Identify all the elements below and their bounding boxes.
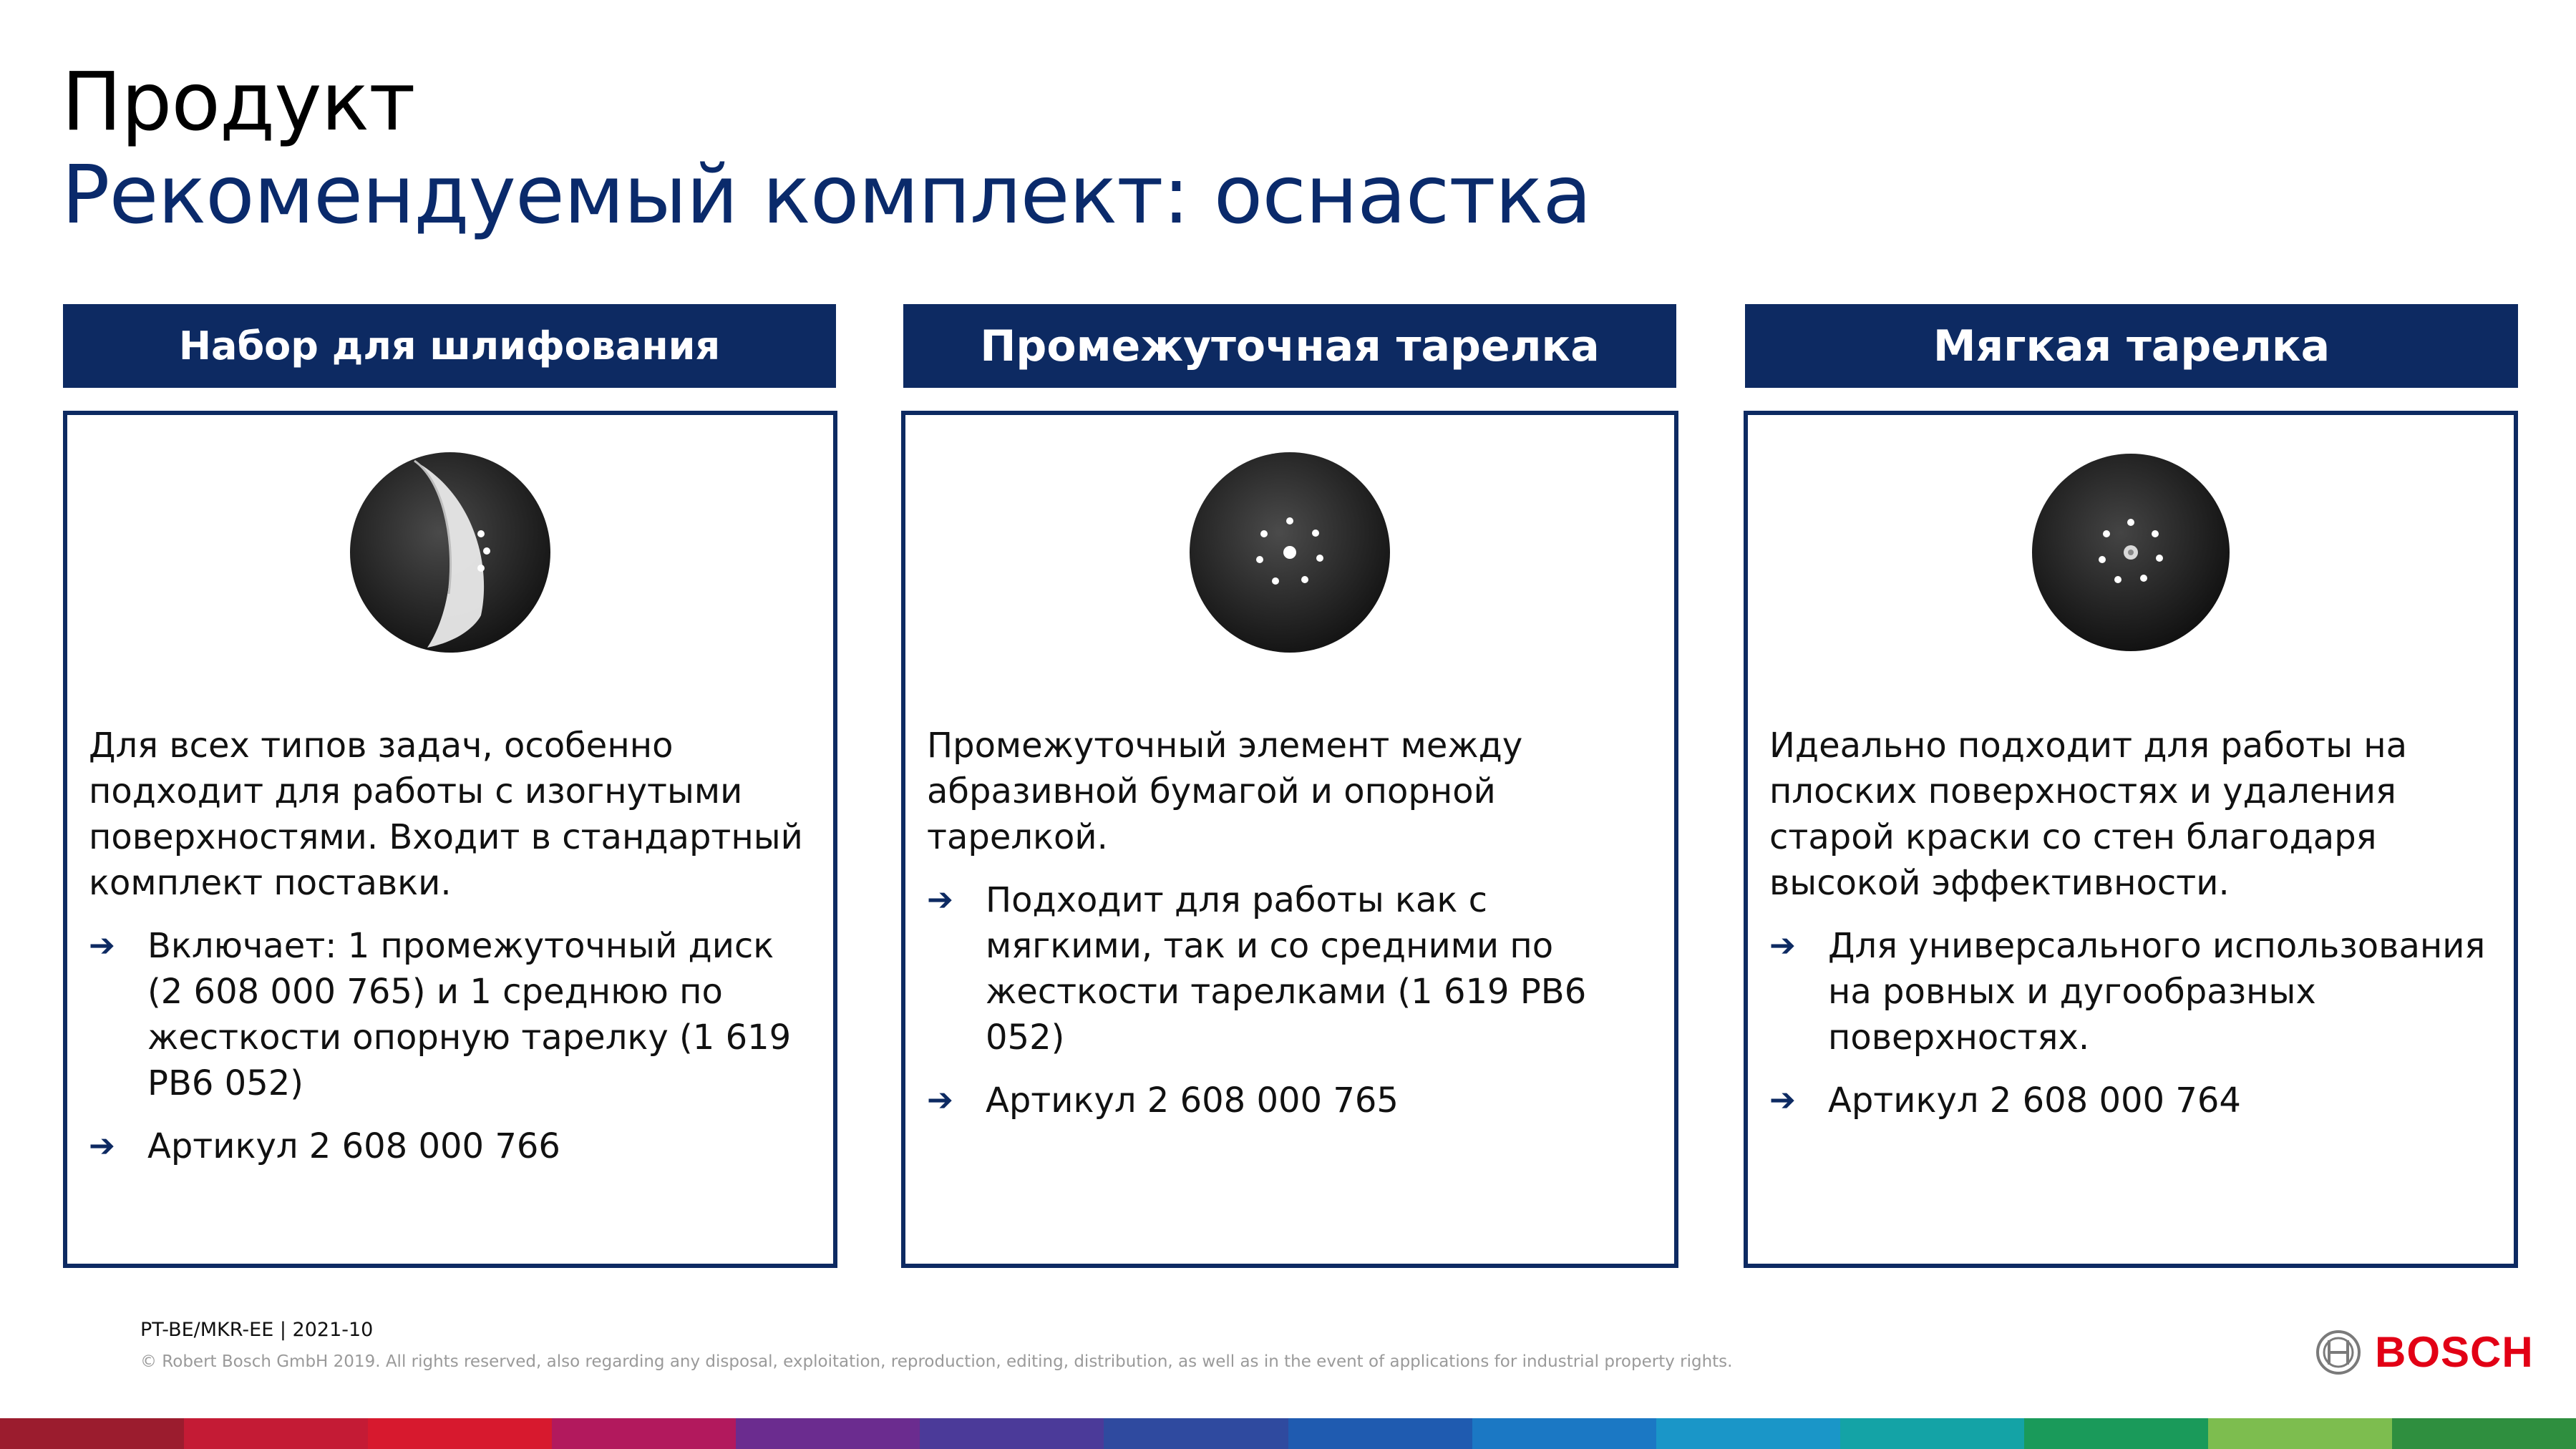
color-bar-segment [1656,1418,1840,1449]
color-bar-segment [0,1418,184,1449]
color-bar-segment [1288,1418,1472,1449]
footer-department: PT-BE/MKR-EE | 2021-10 [140,1319,374,1341]
bullet-text: Артикул 2 608 000 765 [986,1080,1399,1121]
interface-pad-icon [1188,451,1391,654]
list-item [927,877,1660,1060]
page-title: Продукт [62,56,415,149]
bullet-text: Подходит для работы как с мягкими, так и со средними по жесткости тарелками (1 619 PB6 052) [986,880,1587,1058]
bosch-wordmark: BOSCH [2375,1328,2534,1376]
card-interface-pad [901,411,1678,1268]
color-bar-segment [2024,1418,2208,1449]
color-bar-segment [552,1418,736,1449]
sanding-pad-with-paper-icon [349,451,552,654]
color-bar-segment [736,1418,920,1449]
list-item [89,923,819,1106]
list-item [927,1078,1660,1123]
card-soft-pad [1744,411,2518,1268]
column-header-interface-pad: Промежуточная тарелка [903,304,1676,388]
card-description: Для всех типов задач, особенно подходит для работы с изогнутыми поверхностями. Входит в стандартный комплект поставки. [89,726,803,903]
arrow-right-icon: ➔ [1769,1082,1796,1118]
color-bar-segment [1472,1418,1656,1449]
bullet-text: Артикул 2 608 000 766 [147,1126,560,1166]
color-bar-segment [368,1418,552,1449]
arrow-right-icon: ➔ [89,927,115,964]
color-bar-segment [2208,1418,2392,1449]
color-bar-segment [1104,1418,1288,1449]
list-item [1769,1078,2499,1123]
bullet-text: Включает: 1 промежуточный диск (2 608 000 765) и 1 среднюю по жесткости опорную тарелку (1 619 PB6 052) [147,926,792,1103]
brand-color-bar [0,1418,2576,1449]
column-header-soft-pad: Мягкая тарелка [1745,304,2518,388]
arrow-right-icon: ➔ [927,882,953,918]
list-item [89,1123,819,1169]
card-sanding-set [63,411,837,1268]
color-bar-segment [1840,1418,2024,1449]
soft-backing-pad-icon [2029,451,2232,654]
page-subtitle: Рекомендуемый комплект: оснастка [62,149,1591,242]
arrow-right-icon: ➔ [89,1128,115,1164]
column-header-sanding-set: Набор для шлифования [63,304,836,388]
bullet-text: Для универсального использования на ровных и дугообразных поверхностях. [1828,926,2486,1058]
arrow-right-icon: ➔ [927,1082,953,1118]
bullet-text: Артикул 2 608 000 764 [1828,1080,2241,1121]
color-bar-segment [184,1418,368,1449]
color-bar-segment [2392,1418,2576,1449]
card-description: Промежуточный элемент между абразивной бумагой и опорной тарелкой. [927,726,1523,857]
list-item [1769,923,2499,1060]
bosch-logo [2315,1327,2534,1377]
footer-copyright: © Robert Bosch GmbH 2019. All rights reserved, also regarding any disposal, exploitation, reproduction, editing, distribution, as well as in the event of applications for industrial property rights. [140,1352,1733,1371]
card-description: Идеально подходит для работы на плоских поверхностях и удаления старой краски со стен благодаря высокой эффективности. [1769,726,2408,903]
bosch-armature-icon [2315,1329,2362,1376]
color-bar-segment [920,1418,1104,1449]
arrow-right-icon: ➔ [1769,927,1796,964]
